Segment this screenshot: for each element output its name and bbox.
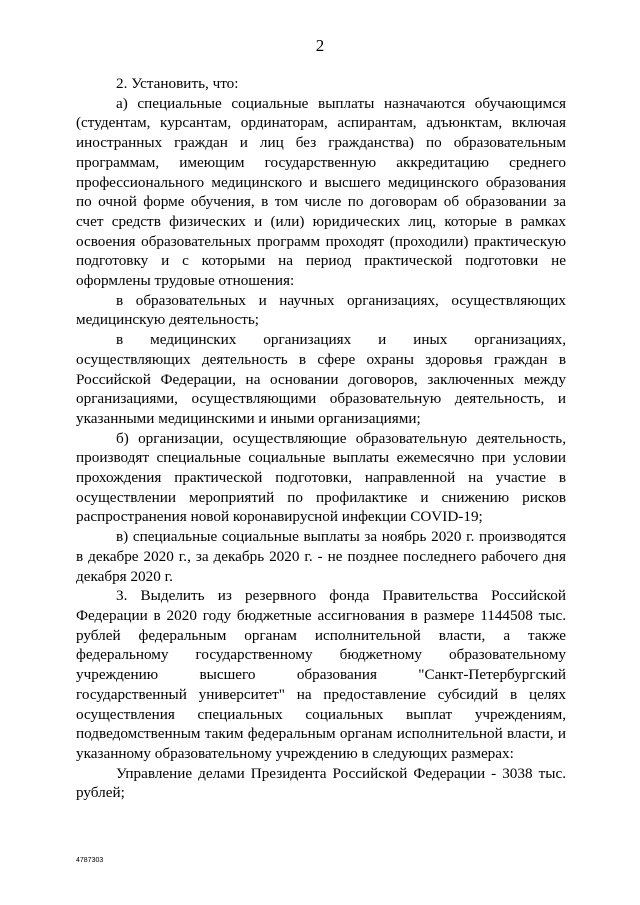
paragraph-clause-2: 2. Установить, что: [116,75,239,92]
paragraph-presidential-admin: Управление делами Президента Российской Федерации - 3038 тыс. рублей; [76,764,566,802]
paragraph-medical-orgs: в медицинских организациях и иных организациях, осуществляющих деятельность в сфере охраны здоровья граждан в Российской Федерации, на основании договоров, заключенных между организациями, осуществляющими образовательную деятельность, и указанными медицинскими и иными организациями; [76,331,566,427]
document-id: 4787303 [76,857,104,864]
paragraph-clause-2a: а) специальные социальные выплаты назначаются обучающимся (студентам, курсантам, ординаторам, аспирантам, адъюнктам, включая иностранных граждан и лиц без гражданства) по образовательным программам, имеющим государственную аккредитацию среднего профессионального медицинского и высшего медицинского образования по очной форме обучения, в том числе по договорам об образовании за счет средств физических и (или) юридических лиц, которые в рамках освоения образовательных программ проходят (проходили) практическую подготовку и с которыми на период практической подготовки не оформлены трудовые отношения: [76,94,566,290]
document-body [76,74,566,803]
page-number: 2 [315,36,325,55]
paragraph-clause-3: 3. Выделить из резервного фонда Правительства Российской Федерации в 2020 году бюджетные ассигнования в размере 1144508 тыс. рублей федеральным органам исполнительной власти, а также федеральному государственному бюджетному образовательному учреждению высшего образования "Санкт-Петербургский государственный университет" на предоставление субсидий в целях осуществления специальных социальных выплат учреждениям, подведомственным таким федеральным органам исполнительной власти, и указанному образовательному учреждению в следующих размерах: [76,587,566,762]
paragraph-educational-orgs: в образовательных и научных организациях, осуществляющих медицинскую деятельность; [76,291,566,329]
paragraph-clause-2v: в) специальные социальные выплаты за ноябрь 2020 г. производятся в декабре 2020 г., за декабрь 2020 г. - не позднее последнего рабочего дня декабря 2020 г. [76,528,566,585]
paragraph-clause-2b: б) организации, осуществляющие образовательную деятельность, производят специальные социальные выплаты ежемесячно при условии прохождения практической подготовки, направленной на участие в осуществлении мероприятий по профилактике и снижению рисков распространения новой коронавирусной инфекции COVID-19; [76,429,566,526]
